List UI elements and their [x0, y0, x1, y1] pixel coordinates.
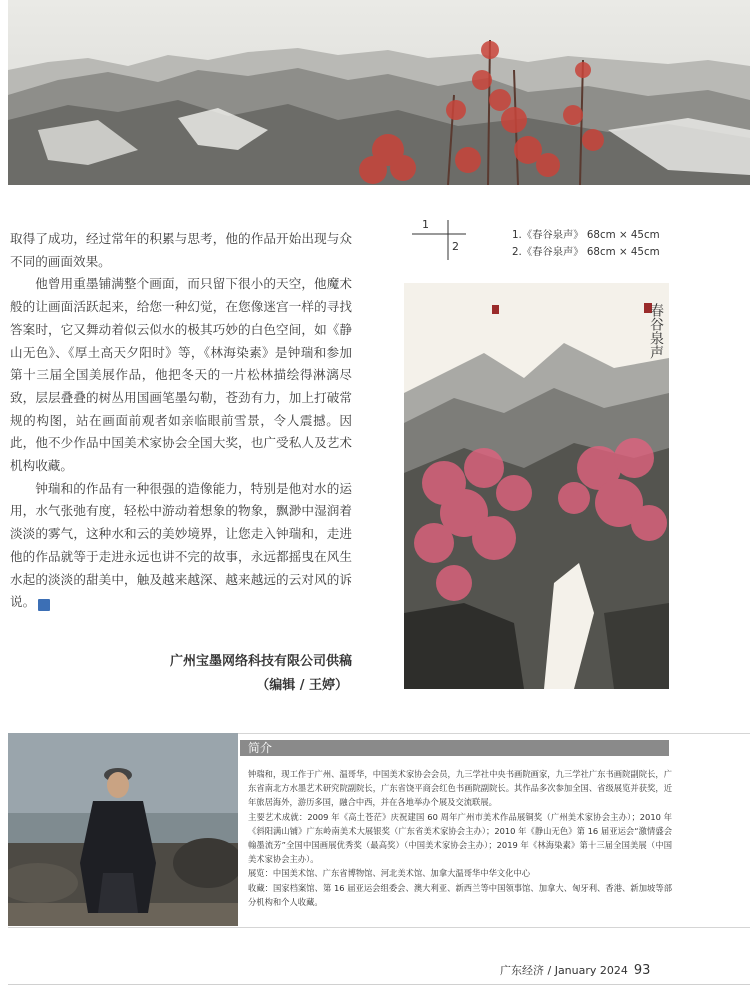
top-landscape-painting [8, 0, 750, 185]
vertical-landscape-painting [404, 283, 669, 689]
caption-grid-number-1: 1 [422, 218, 429, 231]
bio-paragraph: 钟瑞和，现工作于广州、温哥华，中国美术家协会会员，九三学社中央书画院画家，九三学社广东书画院副院长，广东省南北方水墨艺术研究院副院长，广东省饶平商会红色书画院副院长。其作品多次参加全国、省级展览并获奖，近年旅居海外，游历多国，融合中西，并在各地举办个展及交流联展。 [248, 769, 672, 808]
artist-portrait-photo [8, 733, 238, 926]
body-paragraph [10, 478, 352, 614]
bio-paragraph: 展览：中国美术馆、广东省博物馆、河北美术馆、加拿大温哥华中华文化中心 [248, 868, 531, 879]
end-mark-icon: G [38, 599, 50, 611]
page-number: 93 [633, 963, 651, 978]
credit-organization: 广州宝墨网络科技有限公司供稿 [169, 654, 352, 669]
body-paragraph: 他曾用重墨铺满整个画面，而只留下很小的天空，他魔术般的让画面活跃起来，给您一种幻觉，在您像迷宫一样的寻找答案时，它又舞动着似云似水的极其巧妙的白色空间，如《静山无色》、《厚土高天夕阳时》等，《林海染素》是钟瑞和参加第十三届全国美展作品，他把冬天的一片松林描绘得淋漓尽致，层层叠叠的树丛用国画笔墨勾勒，苍劲有力，加上打破常规的构图，站在画面前观者如亲临眼前雪景，令人震撼。因此，他不少作品中国美术家协会全国大奖，也广受私人及艺术机构收藏。 [10, 276, 352, 474]
caption-position-grid [408, 218, 468, 262]
bio-paragraph: 主要艺术成就：2009 年《高土苍茫》庆祝建国 60 周年广州市美术作品展铜奖（广州美术家协会主办）；2010 年《斜阳满山铺》广东岭南美术大展银奖（广东省美术家协会主办）；2010 年《静山无色》第 16 届亚运会“激情盛会翰墨流芳”全国中国画展优秀奖（最高奖）（中国美术家协会主办）；2019 年《林海染素》第十三届全国美展（中国美术家协会主办）。 [248, 811, 672, 865]
bio-paragraph: 收藏：国家档案馆、第 16 届亚运会组委会、澳大利亚、新西兰等中国领事馆、加拿大、匈牙利、香港、新加坡等部分机构和个人收藏。 [248, 882, 672, 907]
page-footer [500, 962, 650, 978]
caption-item: 2.《春谷泉声》 68cm × 45cm [512, 246, 660, 258]
painting-inscription: 春谷泉声 [648, 303, 664, 359]
bio-title: 简介 [248, 741, 273, 755]
painting-captions [512, 227, 660, 261]
caption-grid-number-2: 2 [452, 240, 459, 253]
body-paragraph: 取得了成功，经过常年的积累与思考，他的作品开始出现与众不同的画面效果。 [10, 231, 352, 269]
footer-divider [8, 984, 750, 985]
magazine-name: 广东经济 / January 2024 [500, 964, 628, 977]
article-body [10, 228, 352, 614]
bio-title-bar [240, 740, 669, 756]
caption-item: 1.《春谷泉声》 68cm × 45cm [512, 229, 660, 241]
credit-editor: （编辑 / 王婷） [256, 678, 348, 693]
body-paragraph-text: 钟瑞和的作品有一种很强的造像能力，特别是他对水的运用，水气张弛有度，轻松中游动着想象的物象，飘渺中湿润着淡淡的雾气，这种水和云的美妙境界，让您走入钟瑞和，走进他的作品就等于走进永远也讲不完的故事，永远都摇曳在风生水起的淡淡的甜美中，触及越来越深、越来越远的云对风的诉说。 [10, 480, 352, 610]
bio-text [248, 767, 672, 909]
caption-grid-lines [408, 218, 468, 262]
